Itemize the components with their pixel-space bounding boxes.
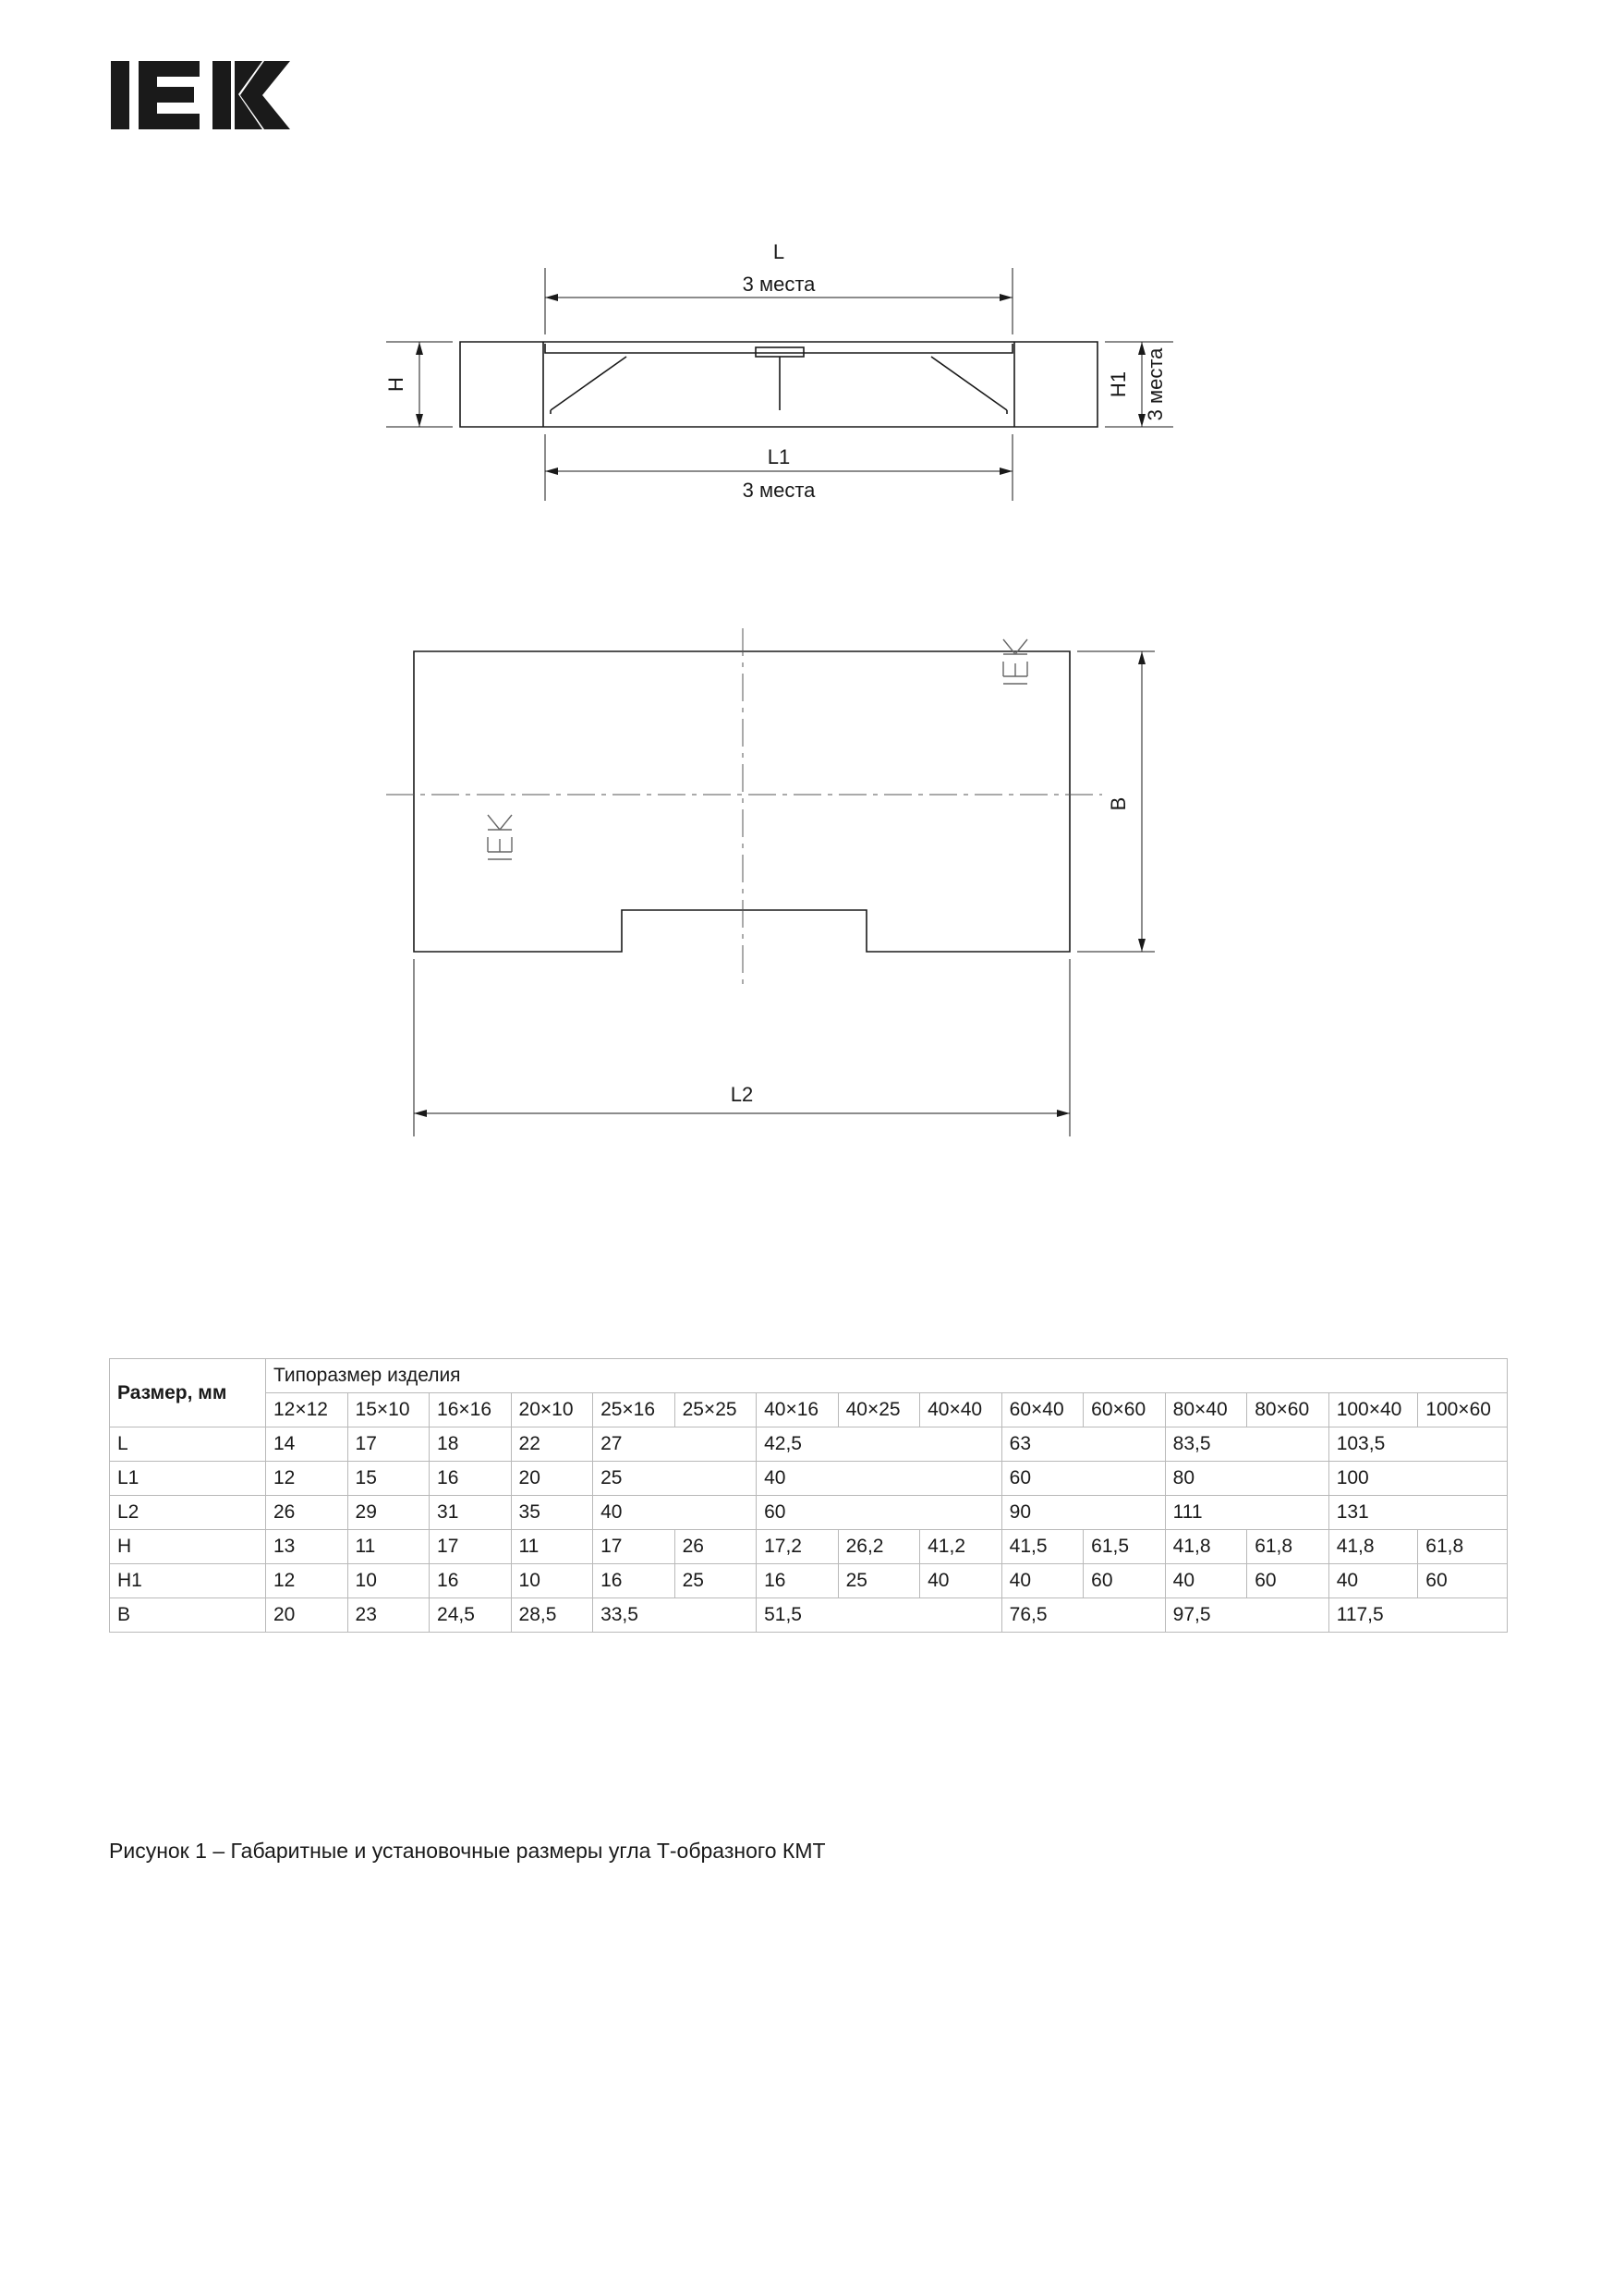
table-cell: 90 xyxy=(1001,1496,1165,1530)
table-cell: 27 xyxy=(593,1427,757,1462)
table-cell: 60 xyxy=(757,1496,1002,1530)
table-cell: 25 xyxy=(674,1564,757,1598)
table-cell: 41,5 xyxy=(1001,1530,1084,1564)
table-cell: 40 xyxy=(593,1496,757,1530)
row-label: L xyxy=(110,1427,266,1462)
table-header-row-1 xyxy=(110,1359,1508,1393)
table-row xyxy=(110,1598,1508,1633)
table-cell: 42,5 xyxy=(757,1427,1002,1462)
label-L-note: 3 места xyxy=(742,273,816,296)
table-cell: 25 xyxy=(593,1462,757,1496)
size-col-14: 100×60 xyxy=(1418,1393,1508,1427)
table-cell: 60 xyxy=(1247,1564,1329,1598)
table-cell: 22 xyxy=(511,1427,593,1462)
table-cell: 20 xyxy=(266,1598,348,1633)
size-col-0: 12×12 xyxy=(266,1393,348,1427)
table-cell: 117,5 xyxy=(1328,1598,1507,1633)
table-cell: 15 xyxy=(347,1462,430,1496)
table-cell: 16 xyxy=(430,1462,512,1496)
header-product-type: Типоразмер изделия xyxy=(266,1359,1508,1393)
row-label: L1 xyxy=(110,1462,266,1496)
size-col-13: 100×40 xyxy=(1328,1393,1418,1427)
table-cell: 40 xyxy=(1328,1564,1418,1598)
table-cell: 31 xyxy=(430,1496,512,1530)
header-size-mm: Размер, мм xyxy=(110,1359,266,1427)
table-cell: 24,5 xyxy=(430,1598,512,1633)
table-cell: 76,5 xyxy=(1001,1598,1165,1633)
label-H1-note: 3 места xyxy=(1144,347,1167,421)
table-cell: 61,8 xyxy=(1418,1530,1508,1564)
table-cell: 16 xyxy=(757,1564,839,1598)
label-H1: H1 xyxy=(1107,371,1130,398)
size-col-5: 25×25 xyxy=(674,1393,757,1427)
row-label: H xyxy=(110,1530,266,1564)
size-col-3: 20×10 xyxy=(511,1393,593,1427)
label-L1: L1 xyxy=(767,445,791,468)
size-col-12: 80×60 xyxy=(1247,1393,1329,1427)
table-cell: 17,2 xyxy=(757,1530,839,1564)
table-row xyxy=(110,1564,1508,1598)
table-cell: 51,5 xyxy=(757,1598,1002,1633)
table-cell: 100 xyxy=(1328,1462,1507,1496)
table-cell: 40 xyxy=(1001,1564,1084,1598)
table-cell: 41,8 xyxy=(1328,1530,1418,1564)
dimensions-table xyxy=(109,1358,1508,1633)
table-cell: 61,8 xyxy=(1247,1530,1329,1564)
table-cell: 12 xyxy=(266,1462,348,1496)
table-cell: 40 xyxy=(757,1462,1002,1496)
table-cell: 18 xyxy=(430,1427,512,1462)
table-cell: 26,2 xyxy=(838,1530,920,1564)
table-cell: 131 xyxy=(1328,1496,1507,1530)
table-cell: 25 xyxy=(838,1564,920,1598)
table-cell: 61,5 xyxy=(1084,1530,1166,1564)
table-cell: 12 xyxy=(266,1564,348,1598)
size-col-11: 80×40 xyxy=(1165,1393,1247,1427)
label-B: B xyxy=(1107,796,1130,811)
table-cell: 103,5 xyxy=(1328,1427,1507,1462)
table-cell: 40 xyxy=(920,1564,1002,1598)
table-cell: 11 xyxy=(347,1530,430,1564)
label-H: H xyxy=(384,377,407,392)
table-cell: 13 xyxy=(266,1530,348,1564)
table-cell: 80 xyxy=(1165,1462,1328,1496)
table-cell: 29 xyxy=(347,1496,430,1530)
table-cell: 26 xyxy=(674,1530,757,1564)
label-L: L xyxy=(772,240,785,263)
table-cell: 41,8 xyxy=(1165,1530,1247,1564)
table-cell: 111 xyxy=(1165,1496,1328,1530)
table-header-row-2 xyxy=(110,1393,1508,1427)
table-cell: 40 xyxy=(1165,1564,1247,1598)
size-col-1: 15×10 xyxy=(347,1393,430,1427)
figure-caption: Рисунок 1 – Габаритные и установочные размеры угла Т-образного КМТ xyxy=(109,1839,826,1863)
label-L1-note: 3 места xyxy=(742,479,816,502)
table-cell: 23 xyxy=(347,1598,430,1633)
iek-logo xyxy=(109,54,303,137)
dimensions-table-wrap xyxy=(109,1358,1508,1633)
table-cell: 60 xyxy=(1084,1564,1166,1598)
table-cell: 35 xyxy=(511,1496,593,1530)
table-cell: 17 xyxy=(430,1530,512,1564)
table-cell: 14 xyxy=(266,1427,348,1462)
table-cell: 11 xyxy=(511,1530,593,1564)
table-row xyxy=(110,1427,1508,1462)
table-cell: 63 xyxy=(1001,1427,1165,1462)
table-row xyxy=(110,1462,1508,1496)
table-cell: 10 xyxy=(347,1564,430,1598)
label-L2: L2 xyxy=(730,1083,754,1106)
table-row xyxy=(110,1496,1508,1530)
table-cell: 10 xyxy=(511,1564,593,1598)
table-cell: 33,5 xyxy=(593,1598,757,1633)
size-col-4: 25×16 xyxy=(593,1393,675,1427)
table-cell: 83,5 xyxy=(1165,1427,1328,1462)
size-col-2: 16×16 xyxy=(430,1393,512,1427)
table-cell: 41,2 xyxy=(920,1530,1002,1564)
table-cell: 26 xyxy=(266,1496,348,1530)
size-col-10: 60×60 xyxy=(1084,1393,1166,1427)
row-label: H1 xyxy=(110,1564,266,1598)
table-row xyxy=(110,1530,1508,1564)
table-cell: 60 xyxy=(1001,1462,1165,1496)
table-cell: 17 xyxy=(593,1530,675,1564)
row-label: B xyxy=(110,1598,266,1633)
dimensions-table-body xyxy=(110,1359,1508,1633)
table-cell: 20 xyxy=(511,1462,593,1496)
table-cell: 28,5 xyxy=(511,1598,593,1633)
size-col-9: 60×40 xyxy=(1001,1393,1084,1427)
iek-logo-svg xyxy=(109,54,303,137)
size-col-8: 40×40 xyxy=(920,1393,1002,1427)
drawing-svg xyxy=(109,213,1513,1247)
row-label: L2 xyxy=(110,1496,266,1530)
table-cell: 16 xyxy=(430,1564,512,1598)
size-col-7: 40×25 xyxy=(838,1393,920,1427)
table-cell: 60 xyxy=(1418,1564,1508,1598)
table-cell: 16 xyxy=(593,1564,675,1598)
technical-drawing xyxy=(109,213,1513,1247)
table-cell: 17 xyxy=(347,1427,430,1462)
size-col-6: 40×16 xyxy=(757,1393,839,1427)
table-cell: 97,5 xyxy=(1165,1598,1328,1633)
